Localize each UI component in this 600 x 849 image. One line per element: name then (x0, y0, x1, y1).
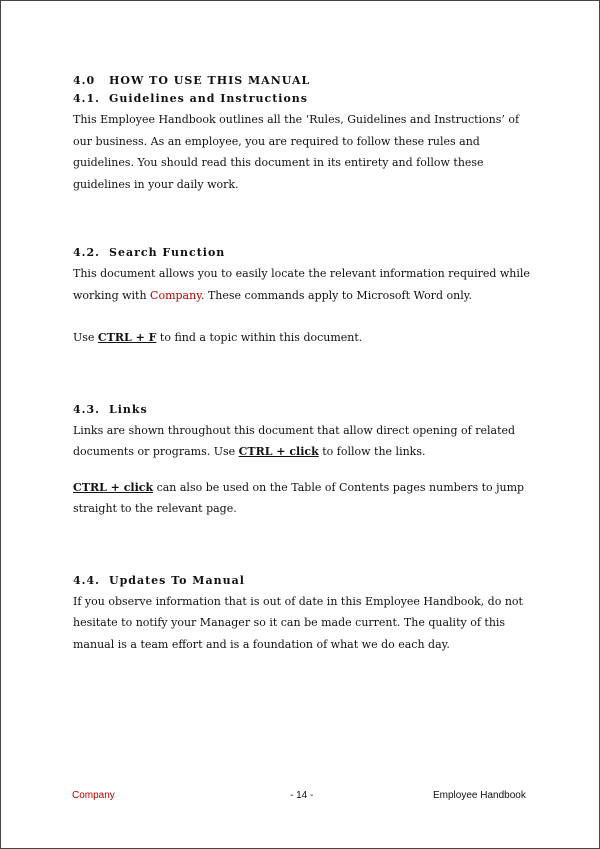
spacer (73, 349, 533, 400)
paragraph-ctrl-f: Use CTRL + F to find a topic within this document. (73, 331, 363, 344)
company-name-text: Company (150, 288, 201, 302)
paragraph-updates: If you observe information that is out of date in this Employee Handbook, do not hesitate to notify your Manager so it can be made current. The quality of this manual is a team effort and is a foundation of what we do each day. (73, 594, 523, 651)
subheading-4-4: 4.4. Updates To Manual (73, 573, 245, 587)
footer-document-title: Employee Handbook (433, 790, 526, 801)
section-heading-4-0: 4.0 HOW TO USE THIS MANUAL (73, 74, 311, 87)
document-body (73, 72, 533, 655)
paragraph-search-function: This document allows you to easily locate the relevant information required while working with Company. These commands apply to Microsoft Word only. (73, 267, 530, 302)
paragraph-toc-links: CTRL + click can also be used on the Table of Contents pages numbers to jump straight to the relevant page. (73, 480, 525, 515)
paragraph-links: Links are shown throughout this document that allow direct opening of related documents or programs. Use CTRL + click to follow the links. (73, 423, 516, 458)
subheading-4-2: 4.2. Search Function (73, 246, 226, 259)
ctrl-click-shortcut: CTRL + click (238, 445, 319, 458)
spacer (73, 195, 533, 243)
paragraph-guidelines: This Employee Handbook outlines all the ‘Rules, Guidelines and Instructions’ of our business. As an employee, you are required to follow these rules and guidelines. You should read this document in its entirety and follow these guidelines in your daily work. (73, 113, 520, 191)
spacer (73, 520, 533, 571)
ctrl-click-shortcut-2: CTRL + click (73, 480, 154, 494)
spacer (73, 306, 533, 327)
footer-company: Company (72, 790, 115, 801)
footer-page-number: - 14 - (290, 790, 314, 801)
subheading-4-3: 4.3. Links (73, 402, 148, 416)
ctrl-f-shortcut: CTRL + F (97, 331, 157, 344)
subheading-4-1: 4.1. Guidelines and Instructions (73, 92, 308, 105)
spacer (73, 463, 533, 477)
